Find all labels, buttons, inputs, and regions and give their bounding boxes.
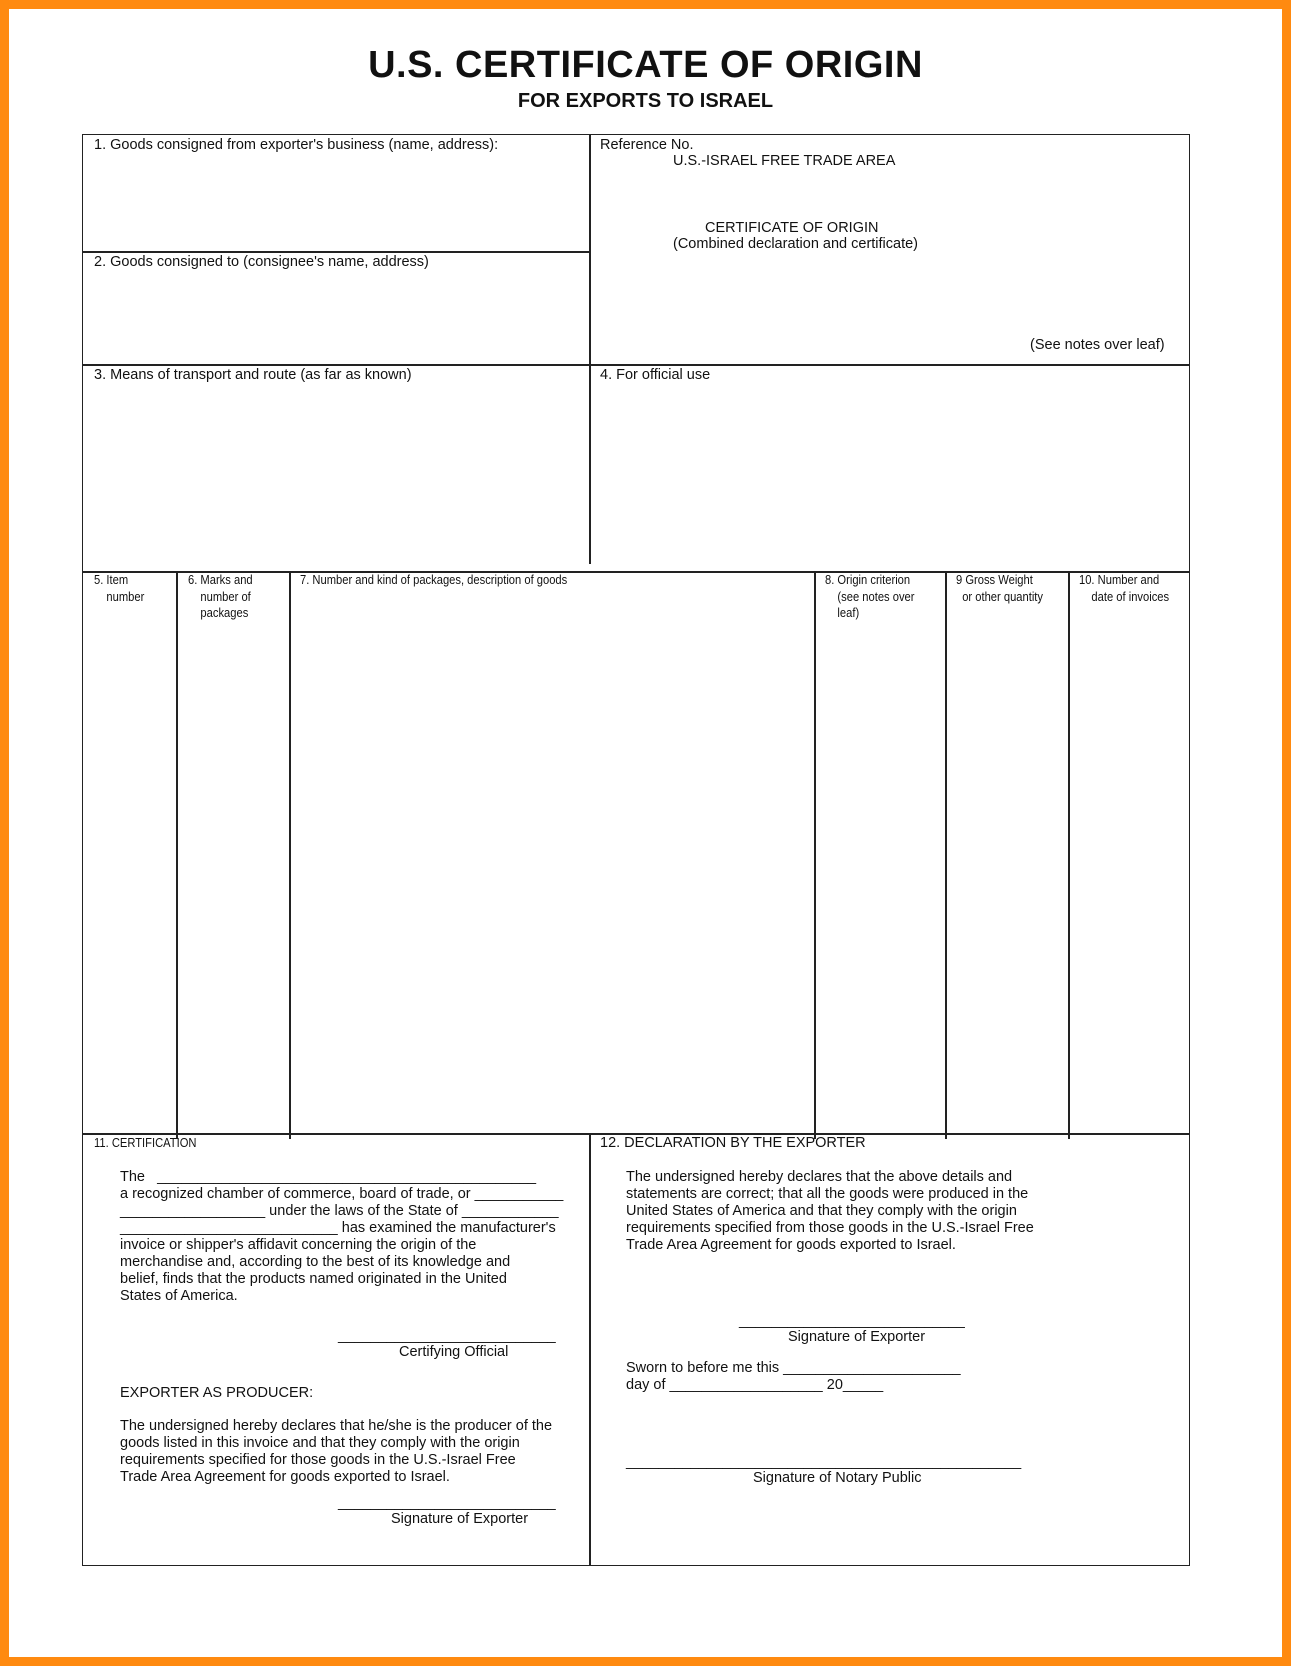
notes-reference: (See notes over leaf) bbox=[1030, 337, 1165, 353]
certificate-subheading: (Combined declaration and certificate) bbox=[673, 236, 919, 252]
declaration-label: 12. DECLARATION BY THE EXPORTER bbox=[600, 1135, 866, 1151]
col-description-header: 7. Number and kind of packages, description of goods bbox=[300, 572, 568, 587]
box1-exporter-label: 1. Goods consigned from exporter's business (name, address): bbox=[94, 137, 499, 153]
divider-col7-8 bbox=[814, 571, 816, 1139]
col-item-number-header: 5. Item number bbox=[94, 572, 145, 604]
declaration-body: The undersigned hereby declares that the above details and statements are correct; that all the goods were produced in the United States of America and that they comply with the origin requirements specified from those goods in the U.S.-Israel Free Trade Area Agreement for goods exported to Israel. bbox=[626, 1169, 1034, 1253]
reference-number-label: Reference No. bbox=[600, 137, 694, 153]
box2-consignee-label: 2. Goods consigned to (consignee's name, address) bbox=[94, 254, 429, 270]
col-origin-criterion-header: 8. Origin criterion (see notes over leaf) bbox=[825, 572, 915, 620]
certifying-official-label: Certifying Official bbox=[399, 1344, 509, 1360]
divider-col6-7 bbox=[289, 571, 291, 1139]
divider-bottom-center bbox=[589, 1133, 591, 1565]
box4-official-use-label: 4. For official use bbox=[600, 367, 711, 383]
certification-body: The _______________________________________________ a recognized chamber of commerce, board of trade, or ___________ __________________ under the laws of the State of ____________ ___________________________ has examined the manufacturer's invoice or shipper's affidavit concerning the origin of the merchandise and, according to the best of its knowledge and belief, finds that the products named originated in the United States of America. bbox=[120, 1169, 564, 1304]
divider-row2 bbox=[83, 364, 1189, 366]
divider-col5-6 bbox=[176, 571, 178, 1139]
notary-signature-line: _________________________________________________ bbox=[626, 1454, 1022, 1470]
certifying-official-signature-line: ___________________________ bbox=[338, 1328, 556, 1344]
fta-heading: U.S.-ISRAEL FREE TRADE AREA bbox=[673, 153, 896, 169]
divider-col8-9 bbox=[945, 571, 947, 1139]
box3-transport-label: 3. Means of transport and route (as far as known) bbox=[94, 367, 412, 383]
certificate-form bbox=[82, 134, 1190, 1566]
producer-signature-label: Signature of Exporter bbox=[391, 1511, 529, 1527]
col-invoices-header: 10. Number and date of invoices bbox=[1079, 572, 1170, 604]
document-title: U.S. CERTIFICATE OF ORIGIN bbox=[368, 44, 923, 86]
document-subtitle: FOR EXPORTS TO ISRAEL bbox=[517, 90, 774, 112]
notary-signature-label: Signature of Notary Public bbox=[753, 1470, 922, 1486]
exporter-signature-line: ____________________________ bbox=[739, 1313, 965, 1329]
sworn-statement: Sworn to before me this ______________________ day of ___________________ 20_____ bbox=[626, 1360, 961, 1393]
exporter-signature-label: Signature of Exporter bbox=[788, 1329, 926, 1345]
divider-top-center bbox=[589, 135, 591, 564]
col-marks-header: 6. Marks and number of packages bbox=[188, 572, 253, 620]
col-gross-weight-header: 9 Gross Weight or other quantity bbox=[956, 572, 1044, 604]
producer-declaration-body: The undersigned hereby declares that he/she is the producer of the goods listed in this invoice and that they comply with the origin requirements specified for those goods in the U.S.-Israel Free Trade Area Agreement for goods exported to Israel. bbox=[120, 1418, 553, 1485]
exporter-as-producer-heading: EXPORTER AS PRODUCER: bbox=[120, 1385, 314, 1401]
producer-signature-line: ___________________________ bbox=[338, 1495, 556, 1511]
certification-label: 11. CERTIFICATION bbox=[94, 1135, 197, 1150]
divider-col9-10 bbox=[1068, 571, 1070, 1139]
certificate-heading: CERTIFICATE OF ORIGIN bbox=[705, 220, 879, 236]
divider-box1-box2 bbox=[83, 251, 590, 253]
